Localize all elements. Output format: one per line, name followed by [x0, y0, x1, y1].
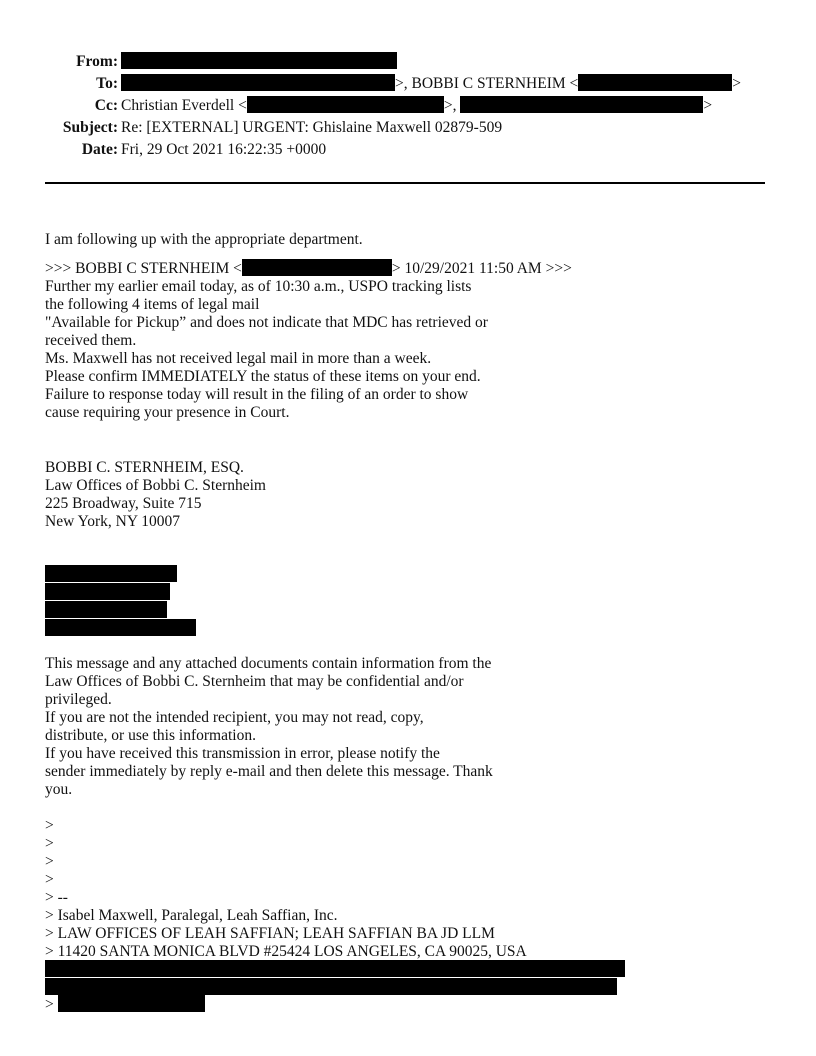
trailer-line: > Isabel Maxwell, Paralegal, Leah Saffian, Inc. [45, 907, 338, 924]
quoted-line: "Available for Pickup” and does not indicate that MDC has retrieved or [45, 314, 488, 331]
quoted-line: cause requiring your presence in Court. [45, 404, 290, 421]
redaction [45, 565, 177, 582]
date-row [45, 140, 326, 160]
trailer-line: > [45, 835, 54, 852]
quoted-line: the following 4 items of legal mail [45, 296, 260, 313]
quote-marker: > [45, 996, 54, 1013]
disclaimer-line: Law Offices of Bobbi C. Sternheim that may be confidential and/or [45, 673, 464, 690]
redaction [242, 259, 392, 276]
to-row [45, 74, 741, 94]
cc-label: Cc: [94, 97, 118, 114]
quote-sender: >>> BOBBI C STERNHEIM < [45, 260, 242, 277]
redaction [45, 960, 625, 977]
redaction [58, 995, 205, 1012]
signature-line: 225 Broadway, Suite 715 [45, 495, 202, 512]
disclaimer-line: If you are not the intended recipient, you may not read, copy, [45, 709, 424, 726]
bracket: > [703, 97, 713, 114]
from-label: From: [76, 53, 118, 70]
redaction [460, 96, 703, 113]
trailer-line: > [45, 853, 54, 870]
subject-label: Subject: [62, 119, 118, 136]
trailer-line: > [45, 871, 54, 888]
to-recipient: >, BOBBI C STERNHEIM < [395, 75, 579, 92]
disclaimer-line: you. [45, 781, 73, 798]
cc-name: Christian Everdell < [121, 97, 247, 114]
from-row [45, 52, 397, 72]
date-label: Date: [81, 141, 118, 158]
quoted-line: received them. [45, 332, 137, 349]
trailer-line: > -- [45, 889, 68, 906]
signature-line: Law Offices of Bobbi C. Sternheim [45, 477, 266, 494]
disclaimer-line: privileged. [45, 691, 112, 708]
disclaimer-line: This message and any attached documents contain information from the [45, 655, 492, 672]
reply-text: I am following up with the appropriate department. [45, 231, 363, 248]
redaction [45, 619, 196, 636]
date: Fri, 29 Oct 2021 16:22:35 +0000 [121, 141, 327, 158]
trailer-line: > LAW OFFICES OF LEAH SAFFIAN; LEAH SAFFIAN BA JD LLM [45, 925, 495, 942]
disclaimer-line: sender immediately by reply e-mail and then delete this message. Thank [45, 763, 493, 780]
bracket: > [732, 75, 742, 92]
redaction [45, 978, 617, 995]
redaction [45, 583, 170, 600]
quote-timestamp: > 10/29/2021 11:50 AM >>> [391, 260, 572, 277]
signature-line: New York, NY 10007 [45, 513, 181, 530]
last-line [45, 995, 205, 1013]
disclaimer-line: If you have received this transmission in error, please notify the [45, 745, 440, 762]
signature-line: BOBBI C. STERNHEIM, ESQ. [45, 459, 244, 476]
redaction [121, 74, 395, 91]
redaction [45, 601, 167, 618]
to-label: To: [96, 75, 118, 92]
redaction [121, 52, 397, 69]
redaction [578, 74, 732, 91]
quoted-line: Further my earlier email today, as of 10:30 a.m., USPO tracking lists [45, 278, 472, 295]
quoted-line: Ms. Maxwell has not received legal mail in more than a week. [45, 350, 432, 367]
subject-row [45, 118, 502, 138]
divider [45, 182, 765, 184]
subject: Re: [EXTERNAL] URGENT: Ghislaine Maxwell 02879-509 [121, 119, 503, 136]
disclaimer-line: distribute, or use this information. [45, 727, 256, 744]
separator: >, [443, 97, 457, 114]
trailer-line: > [45, 817, 54, 834]
trailer-line: > 11420 SANTA MONICA BLVD #25424 LOS ANGELES, CA 90025, USA [45, 943, 527, 960]
redaction [247, 96, 444, 113]
quoted-line: Please confirm IMMEDIATELY the status of these items on your end. [45, 368, 481, 385]
quoted-line: Failure to response today will result in the filing of an order to show [45, 386, 469, 403]
quote-header [45, 259, 572, 277]
cc-row [45, 96, 712, 116]
